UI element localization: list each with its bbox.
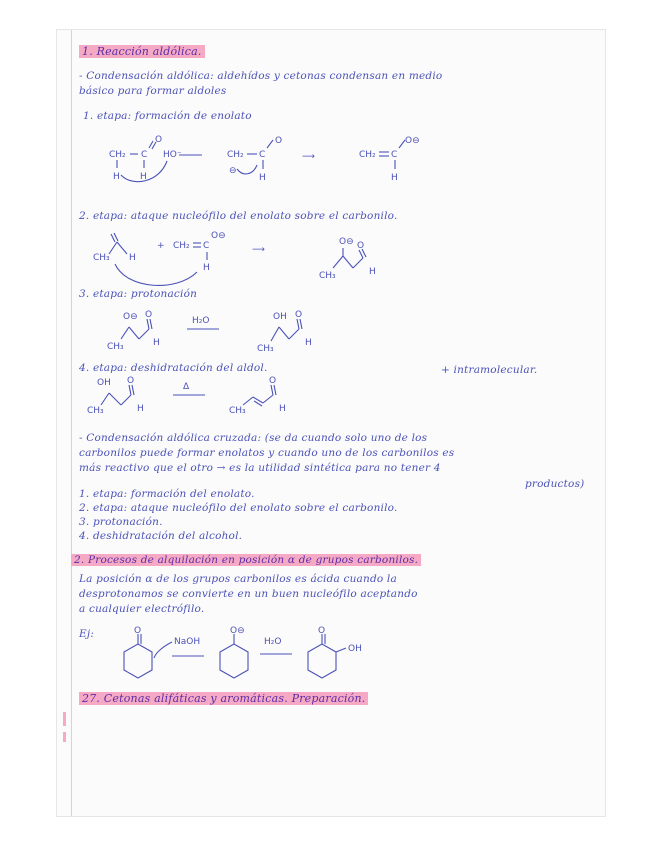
section-1-title: 1. Reacción aldólica. — [79, 45, 205, 58]
chem-hydroxyl: OH — [348, 644, 362, 654]
list-item-4: 4. deshidratación del alcohol. — [79, 530, 243, 542]
chem-plus: + — [157, 241, 165, 251]
chem-ch2: CH₂ — [359, 150, 376, 160]
chem-o: O — [295, 310, 303, 320]
step-3-scheme — [107, 305, 367, 360]
chem-h: H — [369, 267, 376, 277]
intro-line-1: - Condensación aldólica: aldehídos y cetonas condensan en medio — [79, 70, 443, 82]
chem-ch2: CH₂ — [109, 150, 126, 160]
chem-h: H — [113, 172, 120, 182]
chem-h: H — [305, 338, 312, 348]
chem-ch3: CH₃ — [319, 271, 336, 281]
chem-h: H — [391, 173, 398, 183]
chem-ch3: CH₃ — [229, 406, 246, 416]
chem-h: H — [153, 338, 160, 348]
chem-hydroxide: HO⁻ — [163, 150, 182, 160]
highlighter-mark — [63, 712, 66, 726]
chem-enolate-oxygen: O⊖ — [123, 312, 138, 322]
step-2-scheme — [87, 230, 447, 290]
chem-o: O — [155, 135, 163, 145]
reagent-base: NaOH — [174, 637, 201, 647]
chem-c: C — [141, 150, 148, 160]
crossed-line-4: productos) — [525, 478, 585, 490]
chem-h: H — [259, 173, 266, 183]
chem-hydroxyl: OH — [97, 378, 111, 388]
chem-ch2: CH₂ — [173, 241, 190, 251]
chem-ch2: CH₂ — [227, 150, 244, 160]
reaction-arrow: ⟶ — [302, 152, 315, 162]
chem-ch3: CH₃ — [93, 253, 110, 263]
chem-h: H — [140, 172, 147, 182]
chem-c: C — [259, 150, 266, 160]
chem-hydroxyl: OH — [273, 312, 287, 322]
chem-negative-charge: ⊖ — [229, 166, 237, 176]
chem-enolate-oxygen: O⊖ — [211, 231, 226, 241]
section-2-title: 2. Procesos de alquilación en posición α de grupos carbonilos. — [71, 554, 421, 566]
list-item-3: 3. protonación. — [79, 516, 163, 528]
chem-h: H — [203, 263, 210, 273]
chem-h: H — [129, 253, 136, 263]
example-label: Ej: — [79, 628, 95, 640]
chem-o: O — [275, 136, 283, 146]
step-4-scheme — [87, 375, 347, 425]
chem-h: H — [137, 404, 144, 414]
step-2-label: 2. etapa: ataque nucleófilo del enolato sobre el carbonilo. — [79, 210, 398, 222]
crossed-line-1: - Condensación aldólica cruzada: (se da cuando solo uno de los — [79, 432, 428, 444]
chem-h: H — [279, 404, 286, 414]
chem-c: C — [391, 150, 398, 160]
reagent-water: H₂O — [192, 316, 210, 326]
step-1-label: 1. etapa: formación de enolato — [83, 110, 252, 122]
reagent-water: H₂O — [264, 637, 282, 647]
list-item-2: 2. etapa: ataque nucleófilo del enolato sobre el carbonilo. — [79, 502, 398, 514]
chem-ch3: CH₃ — [87, 406, 104, 416]
intro-line-2: básico para formar aldoles — [79, 85, 227, 97]
cyclohexanone-scheme — [112, 626, 412, 700]
chem-o: O — [145, 310, 153, 320]
chem-enolate-oxygen: O⊖ — [339, 237, 354, 247]
highlighter-mark — [63, 732, 66, 742]
chem-o: O — [127, 376, 135, 386]
list-item-1: 1. etapa: formación del enolato. — [79, 488, 255, 500]
chem-ch3: CH₃ — [257, 344, 274, 354]
chem-enolate-oxygen: O⊖ — [405, 136, 420, 146]
chem-o: O — [269, 376, 277, 386]
step-3-label: 3. etapa: protonación — [79, 288, 198, 300]
chem-enolate-oxygen: O⊖ — [230, 626, 245, 636]
crossed-line-3: más reactivo que el otro → es la utilidad sintética para no tener 4 — [79, 462, 441, 474]
chem-c: C — [203, 241, 210, 251]
alpha-line-1: La posición α de los grupos carbonilos es ácida cuando la — [79, 573, 397, 585]
notebook-page — [57, 30, 605, 816]
margin-line — [71, 30, 72, 816]
reaction-arrow: ⟶ — [252, 245, 265, 255]
chem-o: O — [134, 626, 142, 636]
step-1-scheme — [97, 135, 517, 205]
reagent-heat: Δ — [183, 382, 190, 392]
chem-o: O — [357, 241, 365, 251]
section-3-title: 27. Cetonas alifáticas y aromáticas. Preparación. — [79, 692, 368, 705]
step-4-label: 4. etapa: deshidratación del aldol. — [79, 362, 268, 374]
chem-ch3: CH₃ — [107, 342, 124, 352]
alpha-line-2: desprotonamos se convierte en un buen nucleófilo aceptando — [79, 588, 418, 600]
alpha-line-3: a cualquier electrófilo. — [79, 603, 205, 615]
chem-o: O — [318, 626, 326, 636]
step-4-note: + intramolecular. — [441, 364, 538, 376]
crossed-line-2: carbonilos puede formar enolatos y cuando uno de los carbonilos es — [79, 447, 455, 459]
